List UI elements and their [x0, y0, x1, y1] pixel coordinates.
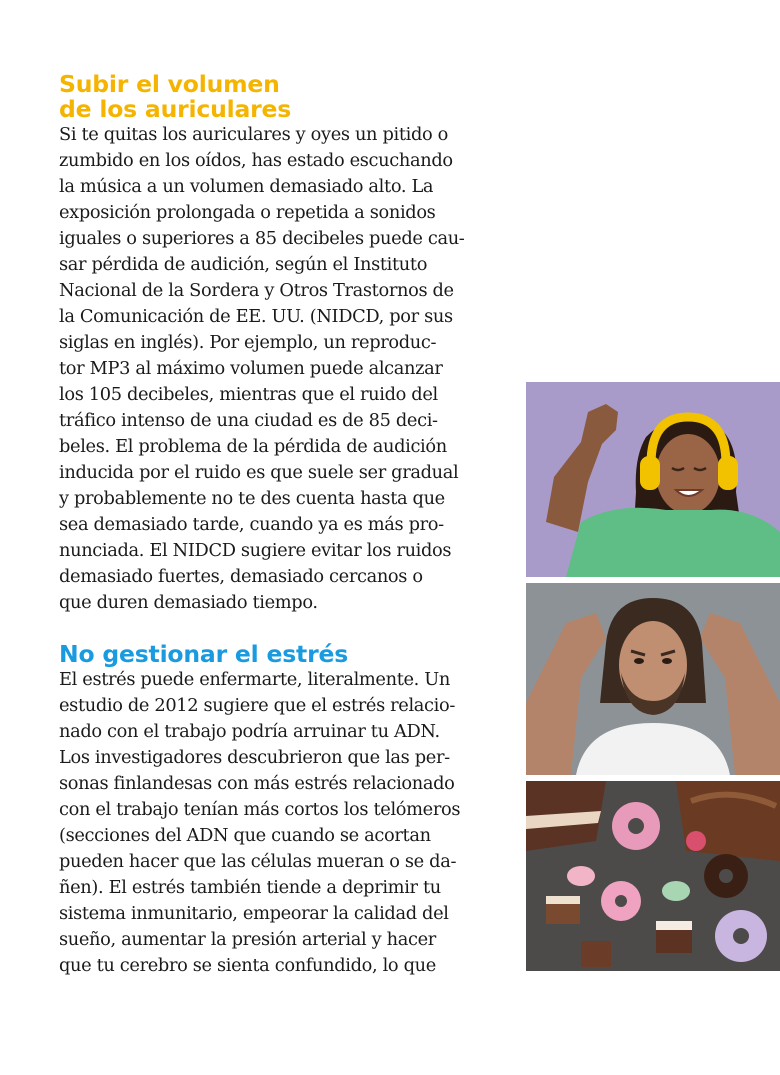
- section-heading-volume: Subir el volumen de los auriculares: [59, 70, 292, 123]
- photo-strip: [526, 382, 780, 971]
- section-body-volume: Si te quitas los auriculares y oyes un pitido o zumbido en los oídos, has estado escuchando la música a un volumen demasiado alto. La exposición prolongada o repetida a sonidos iguales o superiores a 85 decibeles puede cau- sar pérdida de audición, según el Instituto Nacional de la Sordera y Otros Trastornos de la Comunicación de EE. UU. (NIDCD, por sus siglas en inglés). Por ejemplo, un reproduc- tor MP3 al máximo volumen puede alcanzar los 105 decibeles, mientras que el ruido del tráfico intenso de una ciudad es de 85 deci- beles. El problema de la pérdida de audición inducida por el ruido es que suele ser gradual y probablemente no te des cuenta hasta que sea demasiado tarde, cuando ya es más pro- nunciada. El NIDCD sugiere evitar los ruidos demasiado fuertes, demasiado cercanos o que duren demasiado tiempo.: [59, 124, 465, 613]
- photo-stressed-man: [526, 583, 780, 775]
- photo-woman-headphones: [526, 382, 780, 577]
- article-column: [59, 72, 501, 979]
- section-heading-stress: No gestionar el estrés: [59, 640, 348, 668]
- section-body-stress: El estrés puede enfermarte, literalmente. Un estudio de 2012 sugiere que el estrés relacio- nado con el trabajo podría arruinar tu ADN. Los investigadores descubrieron que las per- sonas finlandesas con más estrés relacionado con el trabajo tenían más cortos los telómeros (secciones del ADN que cuando se acortan pueden hacer que las células mueran o se da- ñen). El estrés también tiende a deprimir tu sistema inmunitario, empeorar la calidad del sueño, aumentar la presión arterial y hacer que tu cerebro se sienta confundido, lo que: [59, 669, 461, 976]
- photo-pastries: [526, 781, 780, 971]
